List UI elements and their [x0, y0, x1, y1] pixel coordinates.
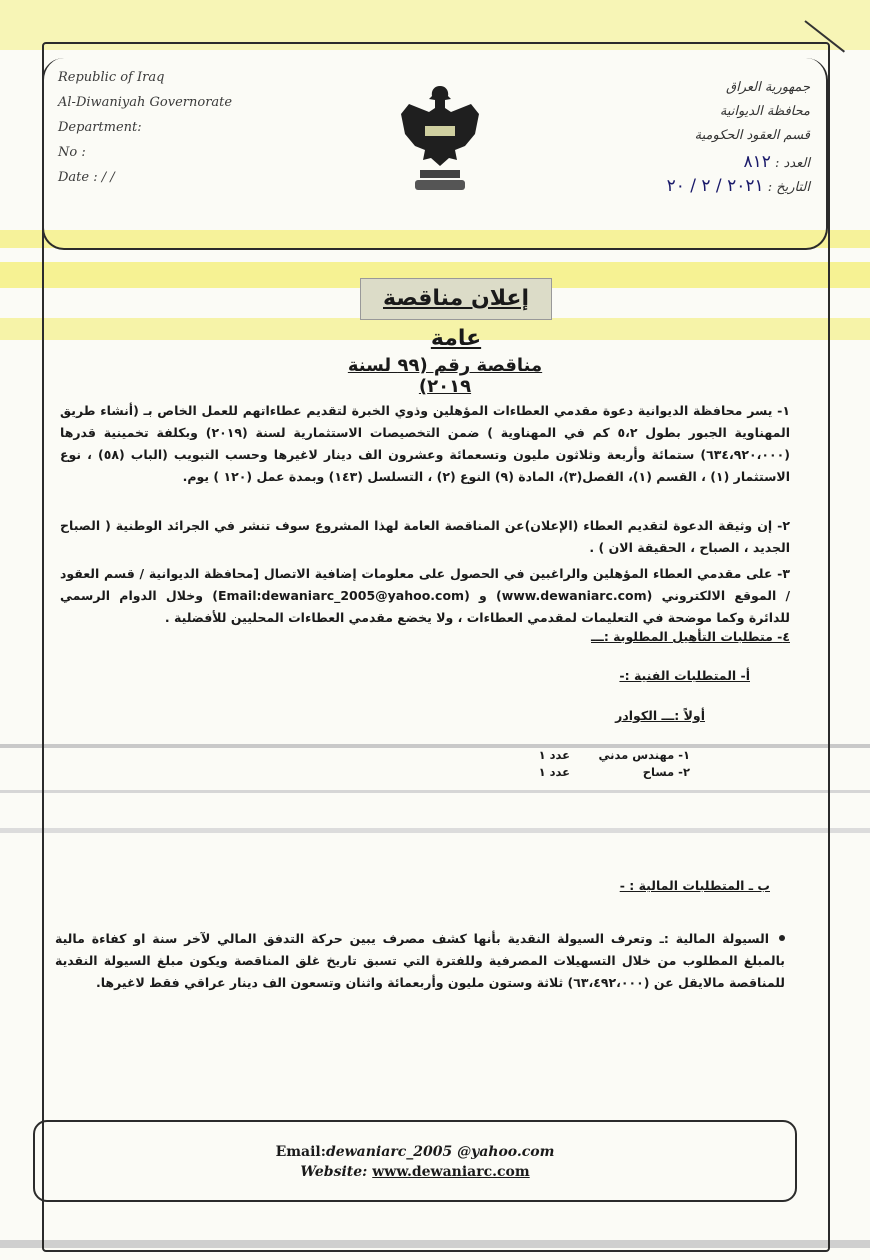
country-ar: جمهورية العراق [726, 80, 810, 95]
department-ar: قسم العقود الحكومية [694, 128, 810, 143]
bullet-icon [779, 935, 785, 941]
paragraph-2: ٢- إن وثيقة الدعوة لتقديم العطاء (الإعلان)عن المناقصة العامة لهذا المشروع سوف تنشر في الجرائد الوطنية ( الصباح الجديد ، الصباح ، الحقيقة الان ) . [60, 518, 790, 555]
country-en: Republic of Iraq [58, 70, 165, 85]
financial-requirements-heading: ب ـ المتطلبات المالية : - [619, 878, 770, 893]
paragraph-1: ١- يسر محافظة الديوانية دعوة مقدمي العطاءات المؤهلين وذوي الخبرة لتقديم عطاءاتهم للعمل الخاص بـ (أنشاء طريق المهناوية الجبور بطول ٥،٢ كم في المهناوية ) ضمن التخصيصات الاستثمارية لسنة (٢٠١٩) وبكلفة تخمينية قدرها (٦٣٤،٩٢٠،٠٠٠) ستمائة وأربعة وثلاثون مليون وتسعمائة وعشرون الف دينار لاغيرها وحسب التبويب (الباب (٥٨) ، نوع الاستثمار (١) ، القسم (١)، الفصل(٣)، المادة (٩) النوع (٢) ، التسلسل (١٤٣) وبمدة عمل (١٢٠ ) يوم. [60, 403, 790, 484]
staff-count: عدد ١ [538, 748, 570, 762]
number-ar: العدد : ٨١٢ [743, 152, 810, 172]
governorate-ar: محافظة الديوانية [719, 104, 810, 119]
liquidity-paragraph: السيولة المالية :ـ وتعرف السيولة النقدية بأنها كشف مصرف يبين حركة التدفق المالي لآخر سنة او كفاءة مالية بالمبلغ المطلوب من خلال التسهيلات المصرفية وللفترة التي تسبق تاريخ غلق المناقصة ويكون مبلغ السيولة النقدية للمناقصة مالايقل عن (٦٣،٤٩٢،٠٠٠) ثلاثة وستون مليون وأربعمائة واثنان وتسعون الف دينار عراقي فقط لاغيرها. [55, 931, 785, 990]
paragraph-4: ٤- متطلبات التأهيل المطلوبة :ـــ [591, 629, 790, 644]
date-en: Date : / / [58, 170, 115, 185]
staff-list [490, 748, 690, 782]
footer-text [35, 1142, 795, 1182]
header-english [58, 70, 288, 195]
footer-email: Email:dewaniarc_2005 @yahoo.com [275, 1144, 555, 1160]
number-en: No : [58, 145, 86, 160]
staff-name: ١- مهندس مدني [598, 748, 690, 762]
iraq-eagle-emblem-icon [395, 80, 485, 200]
footer-website: Website: www.dewaniarc.com [300, 1164, 530, 1180]
list-item [490, 748, 690, 765]
department-en: Department: [58, 120, 142, 135]
governorate-en: Al-Diwaniyah Governorate [58, 95, 233, 110]
tender-number: مناقصة رقم (٩٩ لسنة ٢٠١٩) [347, 355, 543, 397]
staff-heading: أولاً :ـــ الكوادر [615, 708, 705, 723]
paragraph-3: ٣- على مقدمي العطاء المؤهلين والراغبين في الحصول على معلومات إضافية الاتصال [محافظة الديوانية / قسم العقود / الموقع الالكتروني (www.dewaniarc.com) و (Email:dewaniarc_2005@yahoo.com) وخلال الدوام الرسمي للدائرة وكما موضحة في التعليمات لمقدمي العطاءات ، ولا يخضع مقدمي العطاءات المحليين للأفضلية . [60, 566, 791, 625]
footer-contact-box [33, 1120, 797, 1202]
staff-count: عدد ١ [538, 765, 570, 779]
header-arabic [610, 80, 810, 200]
announcement-title: إعلان مناقصة عامة [360, 278, 552, 320]
list-item [490, 765, 690, 782]
website-link[interactable]: www.dewaniarc.com [372, 1164, 530, 1180]
technical-requirements-heading: أ- المتطلبات الفنية :- [619, 668, 750, 683]
date-ar: التاريخ : ٢٠٢١ / ٢ / ٢٠ [666, 176, 810, 196]
email-link[interactable]: dewaniarc_2005 @yahoo.com [325, 1144, 555, 1160]
staff-name: ٢- مساح [642, 765, 690, 779]
